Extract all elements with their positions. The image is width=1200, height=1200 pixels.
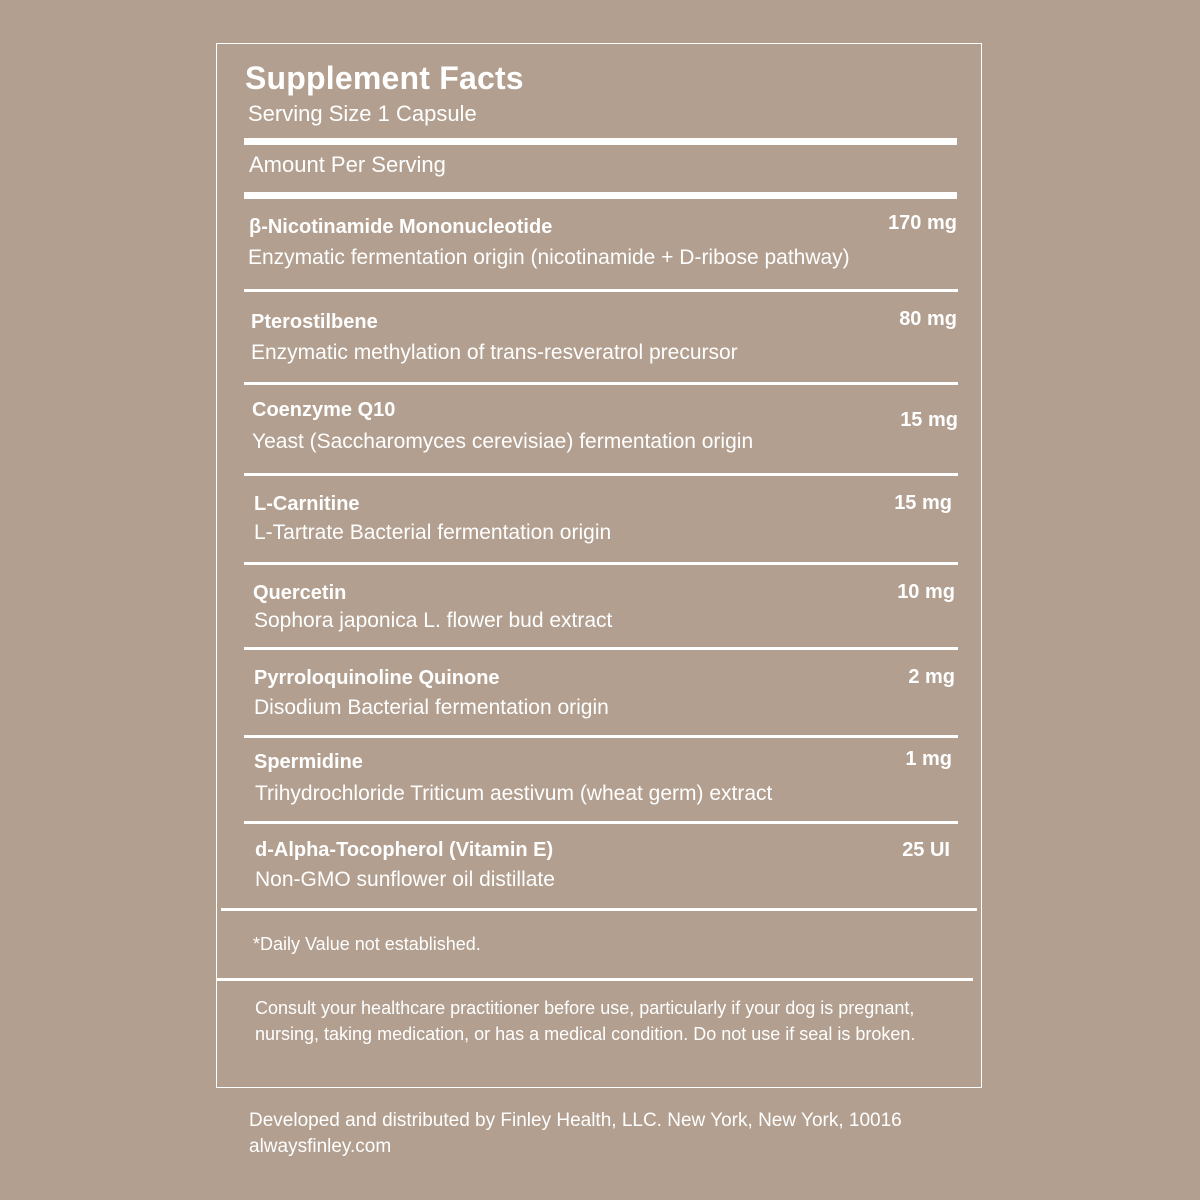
section-divider bbox=[221, 908, 977, 911]
ingredient-divider bbox=[244, 562, 958, 565]
ingredient-amount: 25 UI bbox=[902, 839, 950, 861]
ingredient-description: Enzymatic fermentation origin (nicotinamide + D-ribose pathway) bbox=[248, 246, 850, 269]
ingredient-name: d-Alpha-Tocopherol (Vitamin E) bbox=[255, 839, 554, 861]
divider-thick bbox=[244, 192, 957, 199]
ingredient-amount: 10 mg bbox=[897, 581, 955, 603]
ingredient-description: Yeast (Saccharomyces cerevisiae) fermentation origin bbox=[252, 430, 754, 453]
footer bbox=[249, 1108, 902, 1160]
ingredient-amount: 15 mg bbox=[894, 492, 952, 514]
ingredient-description: Trihydrochloride Triticum aestivum (wheat germ) extract bbox=[255, 782, 773, 805]
ingredient-name: Quercetin bbox=[253, 582, 347, 604]
ingredient-divider bbox=[244, 289, 958, 292]
ingredient-divider bbox=[244, 735, 958, 738]
serving-size: Serving Size 1 Capsule bbox=[248, 101, 477, 126]
ingredient-name: Spermidine bbox=[254, 751, 363, 773]
warning-text: Consult your healthcare practitioner before use, particularly if your dog is pregnant, nursing, taking medication, or has a medical condition. Do not use if seal is broken. bbox=[255, 998, 916, 1044]
ingredient-name: Pterostilbene bbox=[251, 311, 378, 333]
divider-thick bbox=[244, 138, 957, 145]
distributor-text: Developed and distributed by Finley Health, LLC. New York, New York, 10016 bbox=[249, 1110, 902, 1131]
daily-value-note: *Daily Value not established. bbox=[253, 934, 481, 954]
ingredient-name: Coenzyme Q10 bbox=[252, 399, 396, 421]
ingredient-divider bbox=[244, 647, 958, 650]
ingredient-amount: 1 mg bbox=[905, 748, 952, 770]
ingredient-description: Sophora japonica L. flower bud extract bbox=[254, 609, 613, 632]
ingredient-divider bbox=[244, 821, 958, 824]
ingredient-amount: 15 mg bbox=[900, 409, 958, 431]
ingredient-description: L-Tartrate Bacterial fermentation origin bbox=[254, 521, 612, 544]
ingredient-amount: 2 mg bbox=[908, 666, 955, 688]
amount-per-serving: Amount Per Serving bbox=[249, 152, 446, 177]
supplement-facts-panel bbox=[216, 43, 982, 1088]
ingredient-description: Non-GMO sunflower oil distillate bbox=[255, 868, 555, 891]
ingredient-amount: 170 mg bbox=[888, 212, 957, 234]
website-text: alwaysfinley.com bbox=[249, 1136, 392, 1157]
ingredient-amount: 80 mg bbox=[899, 308, 957, 330]
label-title: Supplement Facts bbox=[245, 60, 524, 96]
ingredient-divider bbox=[244, 473, 958, 476]
ingredient-divider bbox=[244, 382, 958, 385]
ingredient-name: β-Nicotinamide Mononucleotide bbox=[249, 216, 553, 238]
ingredient-description: Enzymatic methylation of trans-resveratrol precursor bbox=[251, 341, 738, 364]
section-divider bbox=[217, 978, 973, 981]
ingredient-description: Disodium Bacterial fermentation origin bbox=[254, 696, 609, 719]
ingredient-name: Pyrroloquinoline Quinone bbox=[254, 667, 500, 689]
ingredient-name: L-Carnitine bbox=[254, 493, 360, 515]
